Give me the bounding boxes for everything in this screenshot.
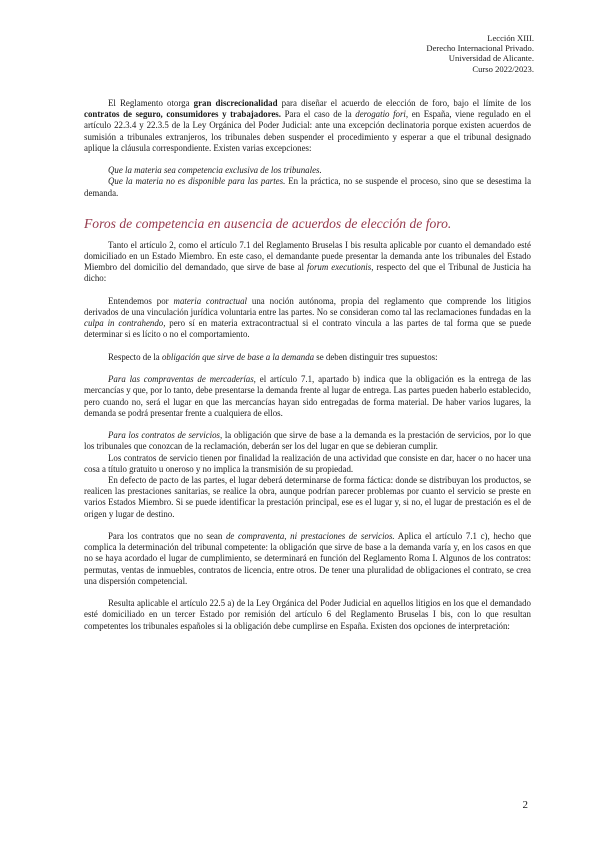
page-number: 2 <box>522 799 528 811</box>
paragraph-service-contracts: Los contratos de servicio tienen por finalidad la realización de una actividad que consiste en dar, hacer o no hacer una cosa a título gratuito u oneroso y no implica la transmisión de su propiedad. <box>84 452 531 474</box>
paragraph-other-contracts: Para los contratos que no sean de compraventa, ni prestaciones de servicios. Aplica el artículo 7.1 c), hecho que complica la determinación del tribunal competente: la obligación que sirve de base a la demanda varía y, en los casos en que no se haya acordado el lugar de cumplimiento, se determinará en función del Reglamento Roma I. Algunos de los contratos: permutas, ventas de inmuebles, contratos de licencia, entre otros. De tener una pluralidad de obligaciones el contrato, se crea una dispersión competencial. <box>84 531 532 586</box>
header-subject: Derecho Internacional Privado. <box>426 43 534 54</box>
exception-exclusive: Que la materia sea competencia exclusiva de los tribunales. <box>108 165 322 176</box>
paragraph-default-pact: En defecto de pacto de las partes, el lugar deberá determinarse de forma fáctica: donde se distribuyan los productos, se realicen las prestaciones sanitarias, se realice la obra, aunque podrían parecer problemas por cuanto el servicio se preste en varios Estados Miembro. Si se puede identificar la prestación principal, ese es el lugar y, si no, el lugar de prestación es el de origen y lugar de destino. <box>84 475 531 519</box>
header-course: Curso 2022/2023. <box>472 63 534 74</box>
paragraph-sale-of-goods: Para las compraventas de mercaderías, el artículo 7.1, apartado b) indica que la obligación es la entrega de las mercancías y que, por lo tanto, debe presentarse la demanda frente al lugar de entrega. Las partes pueden haberlo establecido, pero cuando no, será el lugar en que las mercancías hayan sido entregadas de forma material. De haber varios lugares, la demanda se podrá presentar frente a cualquiera de ellos. <box>84 374 531 418</box>
paragraph-contractual-matter: Entendemos por materia contractual una noción autónoma, propia del reglamento que comprende los litigios derivados de una vinculación jurídica voluntaria entre las partes. No se consideran como tal las reclamaciones fundadas en la culpa in contrahendo, pero sí en materia extracontractual si el contrato vincula a las partes de tal forma que se puede determinar si es lícito o no el comportamiento. <box>84 295 532 340</box>
paragraph-discretion: El Reglamento otorga gran discrecionalidad para diseñar el acuerdo de elección de foro, bajo el límite de los contratos de seguro, consumidores y trabajadores. Para el caso de la derogatio fori, en España, viene regulado en el artículo 22.3.4 y 22.3.5 de la Ley Orgánica del Poder Judicial: ante una excepción declinatoria porque existen acuerdos de sumisión a tribunales extranjeros, los tribunales deben suspender el procedimiento y esperar a que el tribunal designado aplique la cláusula correspondiente. Existen varias excepciones: <box>84 98 532 153</box>
header-university: Universidad de Alicante. <box>448 53 534 64</box>
paragraph-obligation: Respecto de la obligación que sirve de base a la demanda se deben distinguir tres supuestos: <box>108 351 438 362</box>
header-lesson: Lección XIII. <box>487 33 534 43</box>
exception-not-available: Que la materia no es disponible para las partes. En la práctica, no se suspende el proceso, sino que se desestima la demanda. <box>84 176 532 198</box>
paragraph-services: Para los contratos de servicios, la obligación que sirve de base a la demanda es la prestación de servicios, por lo que los tribunales que conozcan de la reclamación, deberán ser los del lugar en que se debieran cumplir. <box>84 430 531 452</box>
paragraph-article-22-5: Resulta aplicable el artículo 22.5 a) de la Ley Orgánica del Poder Judicial en aquellos litigios en los que el demandado esté domiciliado en un tercer Estado por remisión del artículo 6 del Reglamento Bruselas I bis, con lo que resultan competentes los tribunales españoles si la obligación debe cumplirse en España. Existen dos opciones de interpretación: <box>84 598 531 631</box>
section-heading: Foros de competencia en ausencia de acuerdos de elección de foro. <box>84 215 452 231</box>
paragraph-article-2: Tanto el artículo 2, como el artículo 7.1 del Reglamento Bruselas I bis resulta aplicable por cuanto el demandado esté domiciliado en un Estado Miembro. En este caso, el demandante puede presentar la demanda ante los tribunales del Estado Miembro del domicilio del demandado, que sirve de base al forum executionis, respecto del que el Tribunal de Justicia ha dicho: <box>84 239 531 284</box>
document-body <box>84 98 531 632</box>
page-header <box>426 33 534 74</box>
